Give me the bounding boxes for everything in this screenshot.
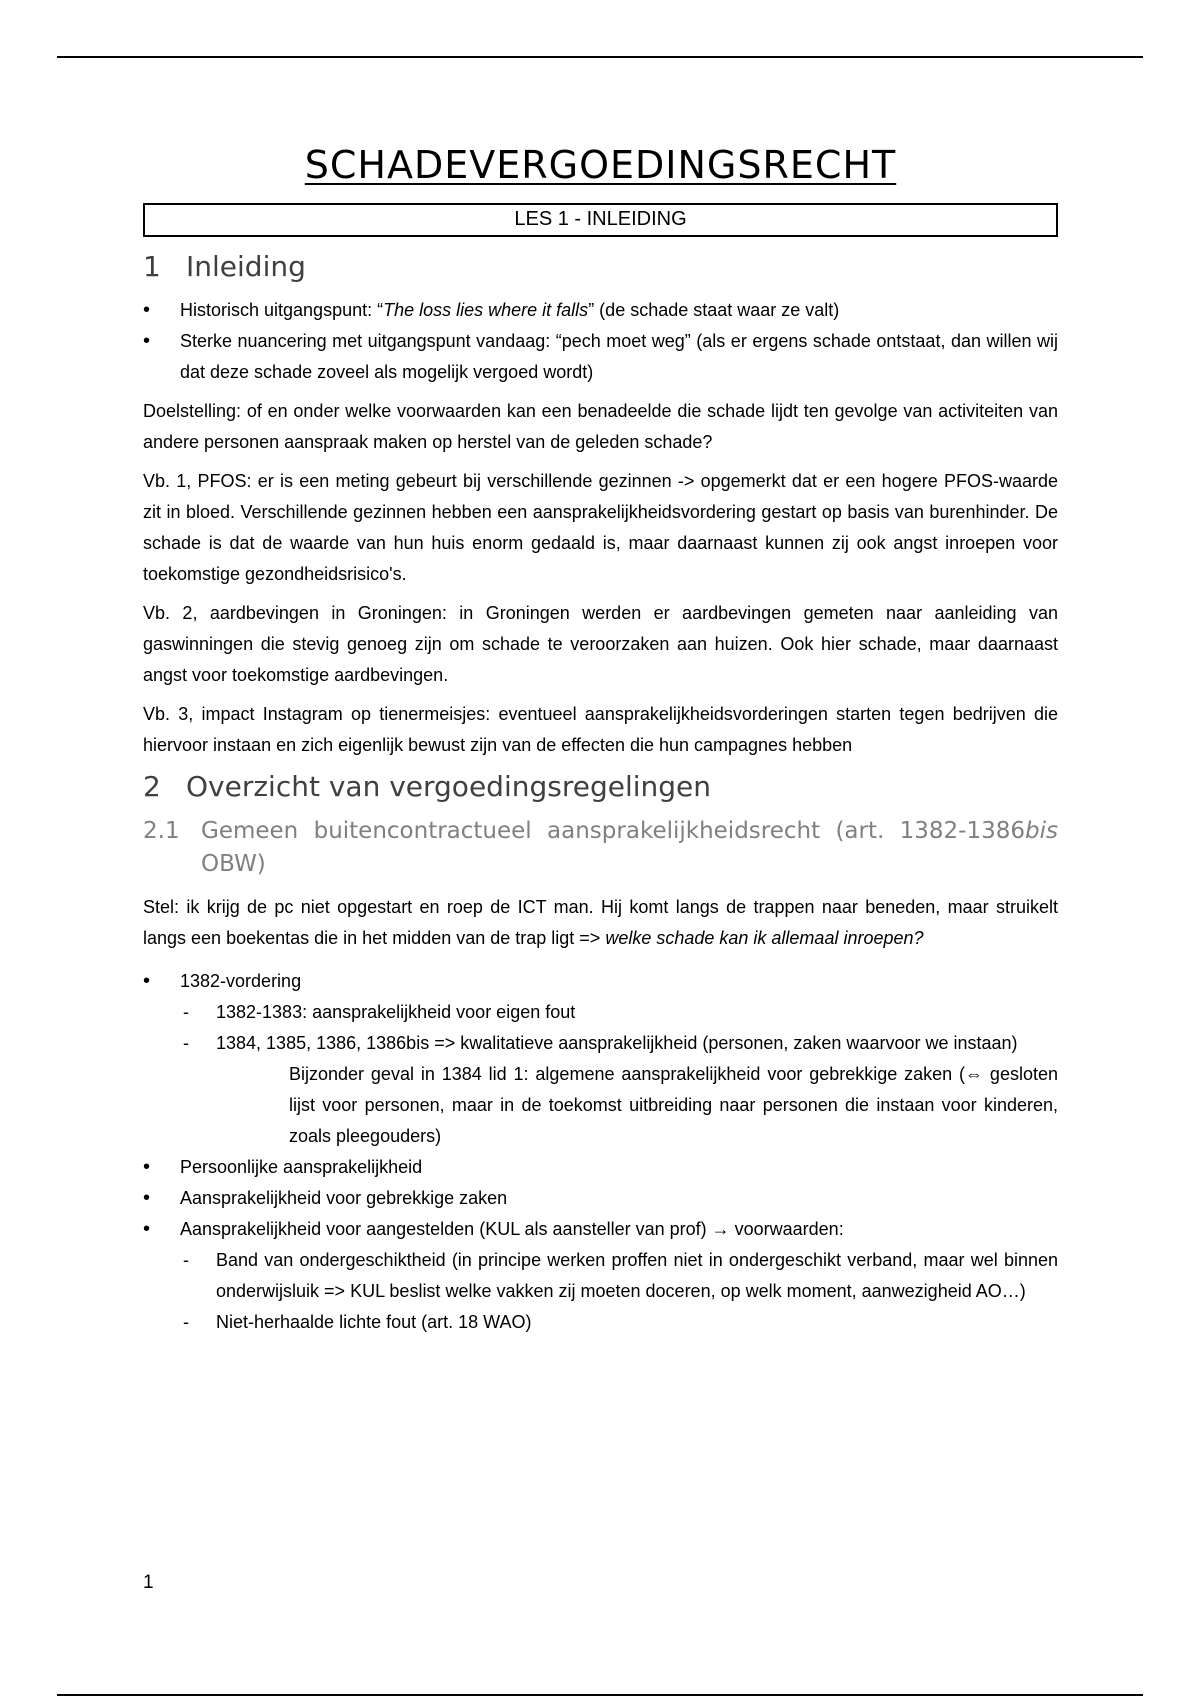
paragraph-emphasis: welke schade kan ik allemaal inroepen? [605,927,924,948]
paragraph-example-2: Vb. 2, aardbevingen in Groningen: in Groningen werden er aardbevingen gemeten naar aanleiding van gaswinningen die stevig genoeg zijn om schade te veroorzaken aan huizen. Ook hier schade, maar daarnaast angst voor toekomstige aardbevingen. [143,602,1058,685]
section-2-bullets [143,966,1058,1338]
dash-item: - 1384, 1385, 1386, 1386bis => kwalitatieve aansprakelijkheid (personen, zaken waarvoor we instaan) [180,1028,1058,1059]
bullet-item [143,1214,1058,1338]
bullet-item: • Sterke nuancering met uitgangspunt vandaag: “pech moet weg” (als er ergens schade ontstaat, dan willen wij dat deze schade zoveel als mogelijk vergoed wordt) [143,326,1058,388]
bullet-text: 1382-vordering [180,970,302,991]
footer-rule [57,1694,1143,1696]
paragraph-text: Stel: ik krijg de pc niet opgestart en roep de ICT man. Hij komt langs de trappen naar beneden, maar struikelt langs een boekentas die in het midden van de trap ligt => [143,896,1058,948]
section-1-title: Inleiding [186,249,306,283]
paragraph-example-1: Vb. 1, PFOS: er is een meting gebeurt bij verschillende gezinnen -> opgemerkt dat er een hogere PFOS-waarde zit in bloed. Verschillende gezinnen hebben een aansprakelijkheidsvordering gestart op basis van burenhinder. De schade is dat de waarde van hun huis enorm gedaald is, maar daarnaast kunnen zij ook angst inroepen voor toekomstige gezondheidsrisico's. [143,470,1058,584]
bullet-text: Aansprakelijkheid voor aangestelden (KUL als aansteller van prof) → voorwaarden: [180,1218,844,1239]
page-number: 1 [143,1572,154,1593]
dash-item: - Band van ondergeschiktheid (in principe werken proffen niet in ondergeschikt verband, maar wel binnen onderwijsluik => KUL beslist welke vakken zij moeten doceren, op welk moment, aanwezigheid AO…) [180,1245,1058,1307]
section-2-title: Overzicht van vergoedingsregelingen [186,769,711,803]
dash-item: - 1382-1383: aansprakelijkheid voor eigen fout [180,997,1058,1028]
section-2-number: 2 [143,769,161,803]
subsection-2-1-number: 2.1 [143,818,180,845]
paragraph-doelstelling: Doelstelling: of en onder welke voorwaarden kan een benadeelde die schade lijdt ten gevolge van activiteiten van andere personen aanspraak maken op herstel van de geleden schade? [143,400,1058,452]
section-1-heading [143,249,1058,285]
bullet-text: Historisch uitgangspunt: “ [180,299,384,320]
paragraph-example-3: Vb. 3, impact Instagram op tienermeisjes: eventueel aansprakelijkheidsvorderingen starten tegen bedrijven die hiervoor instaan en zich eigenlijk bewust zijn van de effecten die hun campagnes hebben [143,703,1058,755]
lesson-box: LES 1 - INLEIDING [143,203,1058,237]
dash-list [180,997,1058,1059]
dash-list [180,1245,1058,1338]
bullet-item [143,295,1058,326]
paragraph-stel [143,892,1058,954]
indented-note: Bijzonder geval in 1384 lid 1: algemene aansprakelijkheid voor gebrekkige zaken (⇔ gesloten lijst voor personen, maar in de toekomst uitbreiding naar personen die instaan voor kinderen, zoals pleegouders) [289,1063,1058,1146]
header-rule [57,56,1143,58]
subsection-title-emphasis: bis [1025,818,1058,845]
bullet-emphasis: The loss lies where it falls [383,299,589,320]
bullet-item: • Persoonlijke aansprakelijkheid [143,1152,1058,1183]
section-2-heading [143,769,1058,805]
subsection-title-text: Gemeen buitencontractueel aansprakelijkheidsrecht (art. 1382-1386 [201,818,1026,845]
bullet-text: ” (de schade staat waar ze valt) [588,299,840,320]
bullet-item: • Aansprakelijkheid voor gebrekkige zaken [143,1183,1058,1214]
document-page [143,135,1058,1346]
dash-item: - Niet-herhaalde lichte fout (art. 18 WAO) [180,1307,1058,1338]
subsection-title-text: OBW) [201,850,266,877]
bullet-item [143,966,1058,1152]
subsection-2-1-heading [143,815,1058,879]
section-1-bullets [143,295,1058,388]
subsection-2-1-title [201,815,1058,879]
section-1-number: 1 [143,249,161,283]
document-title: SCHADEVERGOEDINGSRECHT [304,143,897,187]
